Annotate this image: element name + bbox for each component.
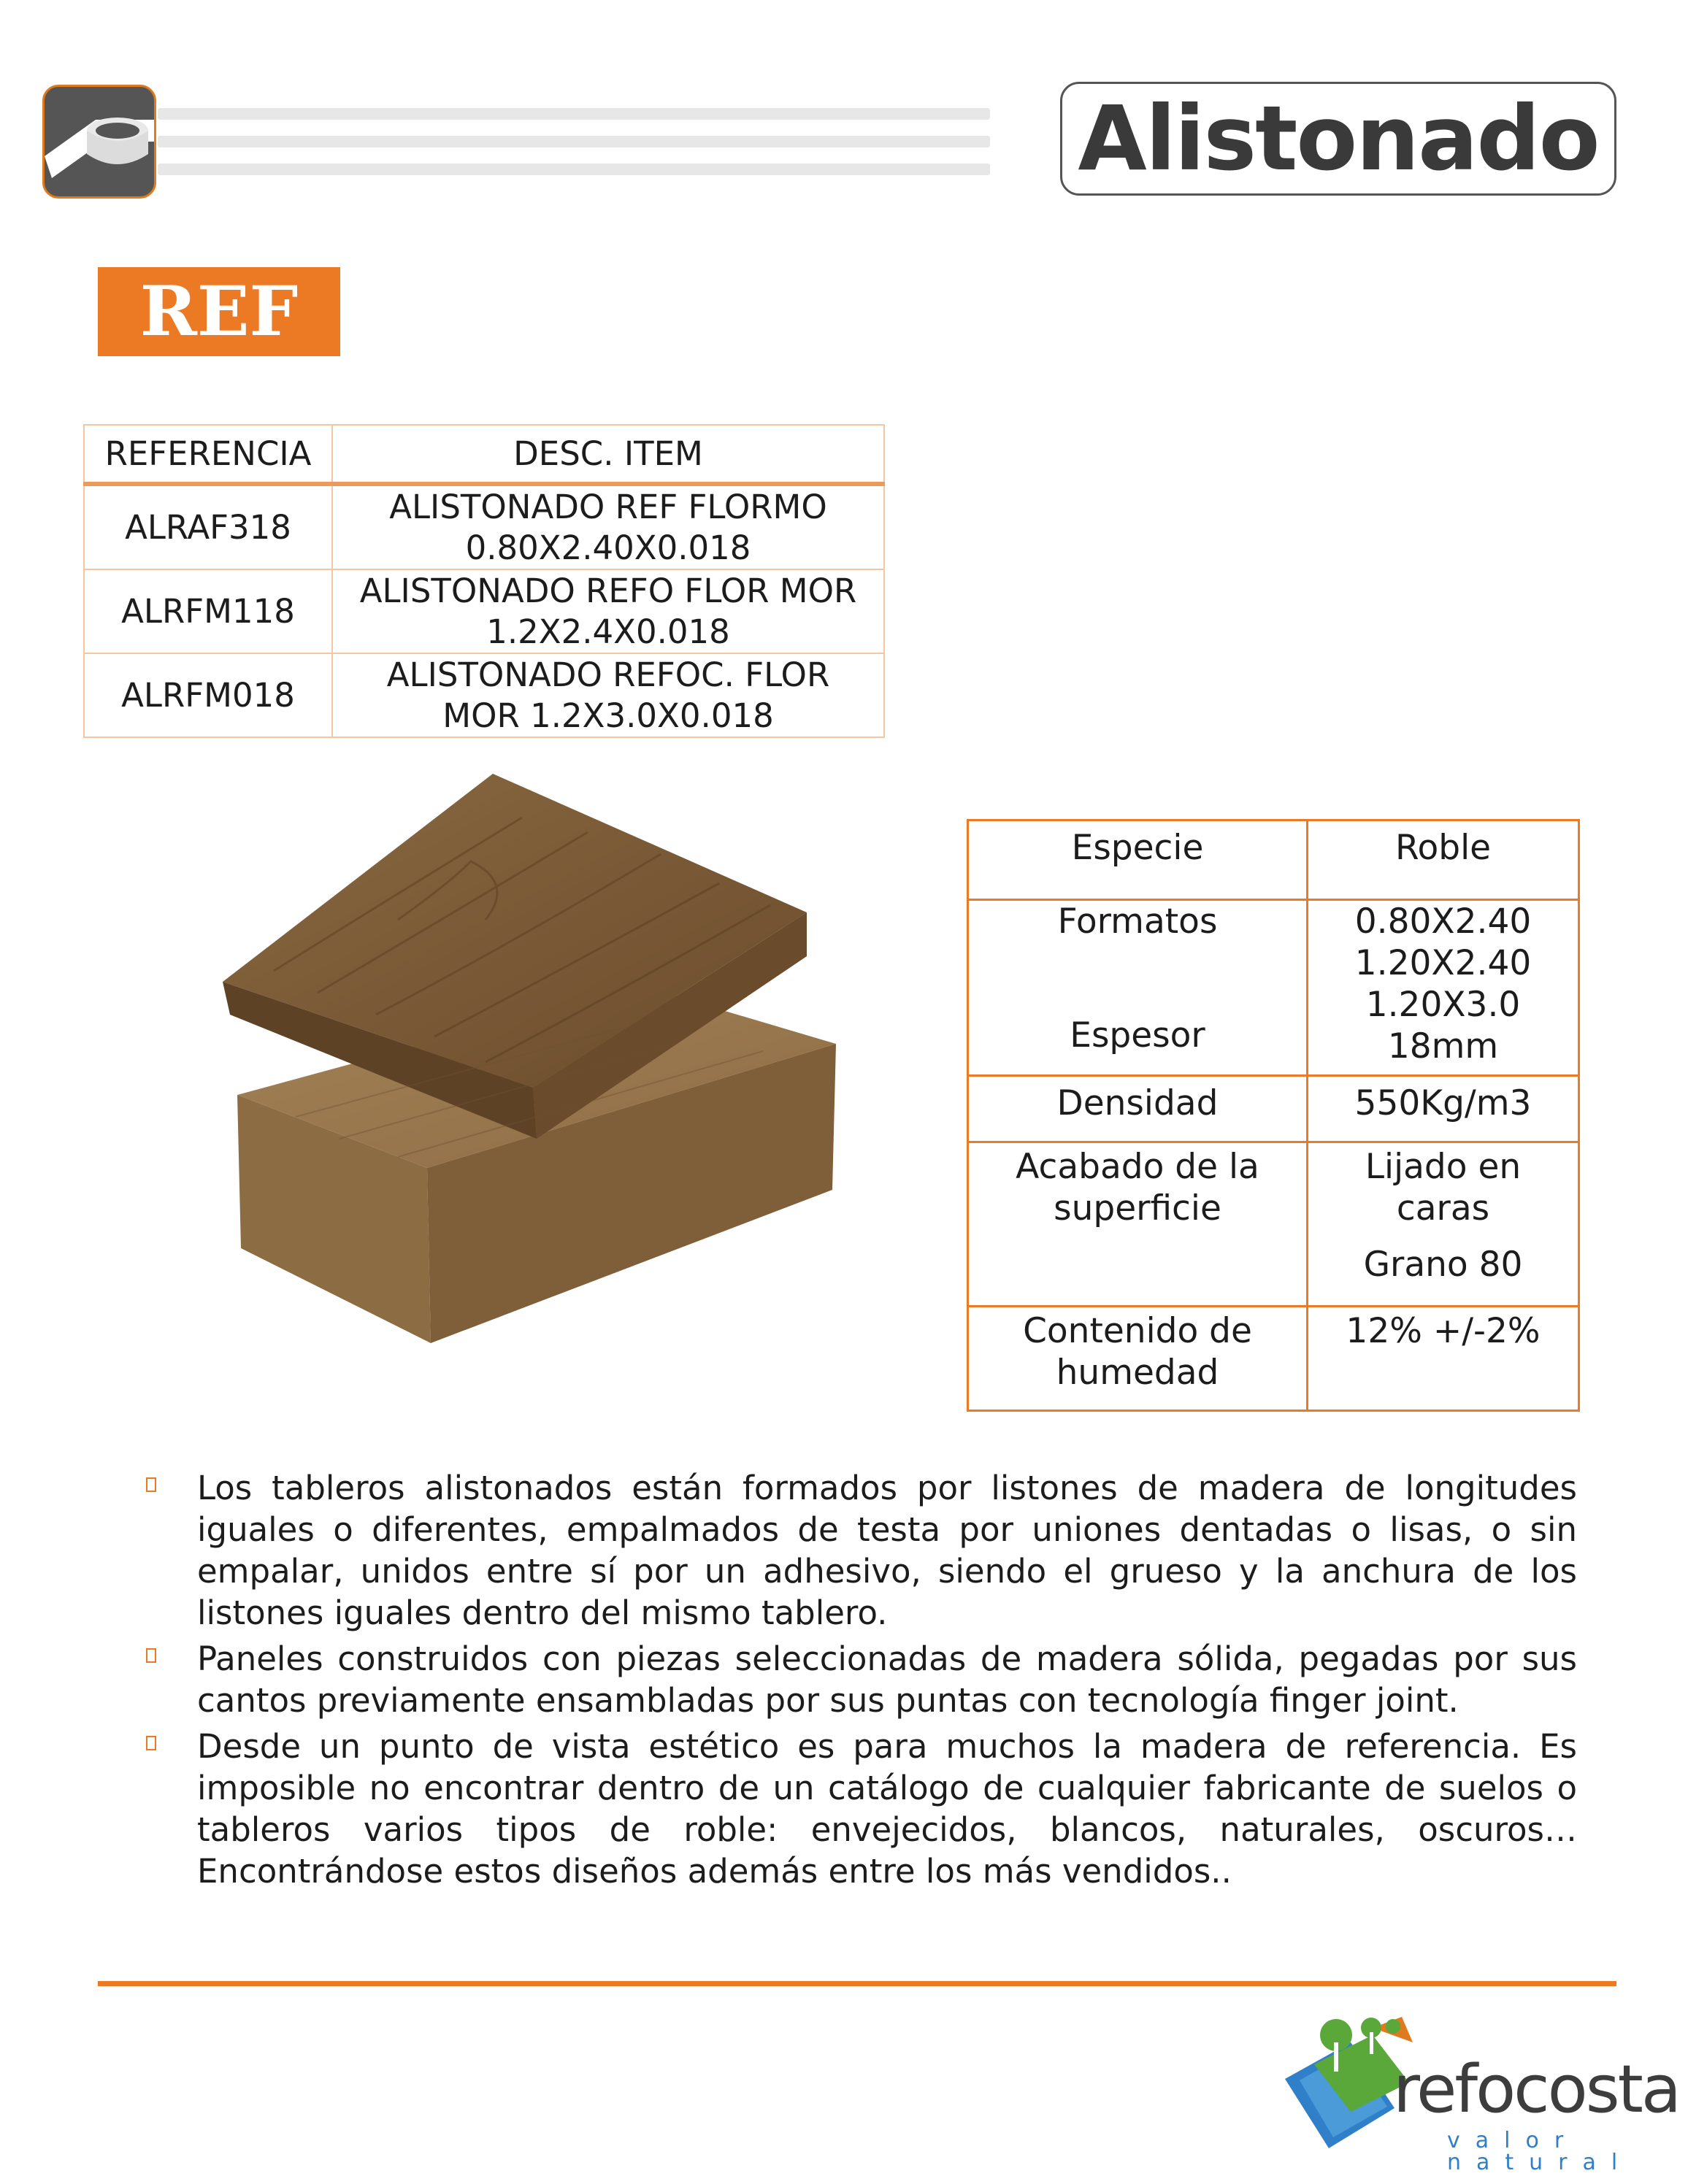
list-item-text: Paneles construidos con piezas seleccionadas de madera sólida, pegadas por sus cantos previamente ensambladas por sus puntas con tecnología finger joint. [197, 1639, 1577, 1720]
spec-value: Lijado en [1365, 1147, 1522, 1187]
list-item-text: Desde un punto de vista estético es para muchos la madera de referencia. Es imposible no encontrar dentro de un catálogo de cualquier fabricante de suelos o tableros varios tipos de roble: envejecidos, blancos, naturales, oscuros… Encontrándose estos diseños además entre los más vendidos.. [197, 1727, 1577, 1891]
ref-code: ALRFM118 [84, 569, 332, 653]
table-header-row [84, 425, 884, 484]
spec-label-cell [969, 1307, 1308, 1410]
ref-code: ALRAF318 [84, 484, 332, 569]
spec-row-formatos [969, 901, 1578, 1077]
description-line: 1.2X2.4X0.018 [486, 612, 730, 651]
header-stripe [158, 136, 990, 147]
spec-label: Especie [969, 821, 1308, 899]
bullet-marker-icon [146, 1638, 197, 1721]
spec-label-cell [969, 901, 1308, 1074]
header-desc-item: DESC. ITEM [332, 425, 884, 484]
edge-banding-roll-icon [42, 85, 156, 199]
table-row [84, 484, 884, 569]
description-line: ALISTONADO REF FLORMO [389, 487, 827, 526]
spec-row-densidad [969, 1077, 1578, 1143]
list-item [146, 1467, 1577, 1634]
footer-divider [98, 1981, 1616, 1986]
brand-tagline: valor natural [1447, 2128, 1633, 2175]
spec-value-cell [1308, 901, 1578, 1074]
spec-value: 550Kg/m3 [1354, 1083, 1532, 1123]
spec-label: Contenido de [1023, 1311, 1252, 1351]
spec-row-humedad [969, 1307, 1578, 1410]
brand-name: refocosta [1393, 2051, 1680, 2128]
wood-panel-image [208, 774, 851, 1350]
spec-label: Espesor [1070, 1015, 1205, 1056]
ref-badge [98, 267, 340, 356]
spec-label: superficie [1054, 1188, 1221, 1228]
spec-row-especie [969, 821, 1578, 901]
bullet-marker-icon [146, 1467, 197, 1634]
spec-value-cell [1308, 1143, 1578, 1305]
description-line: ALISTONADO REFO FLOR MOR [359, 571, 857, 610]
header-referencia: REFERENCIA [84, 425, 332, 484]
page-title [1060, 82, 1616, 196]
spec-value: Grano 80 [1363, 1245, 1523, 1285]
spec-value: caras [1396, 1188, 1490, 1228]
header-stripe [158, 164, 990, 175]
list-item [146, 1638, 1577, 1721]
item-description [332, 569, 884, 653]
header-stripe [158, 108, 990, 120]
description-list [146, 1467, 1577, 1896]
ref-badge-label: REF [139, 272, 299, 352]
spec-label: Densidad [969, 1077, 1308, 1141]
spec-value: Roble [1394, 828, 1492, 868]
spec-value: 1.20X2.40 [1354, 943, 1532, 983]
spec-label: humedad [1056, 1353, 1219, 1393]
description-line: MOR 1.2X3.0X0.018 [442, 696, 774, 735]
table-row [84, 569, 884, 653]
spec-row-acabado [969, 1143, 1578, 1307]
spec-value: 18mm [1387, 1026, 1499, 1066]
spec-label-cell [969, 1143, 1308, 1305]
item-description [332, 653, 884, 737]
list-item-text: Los tableros alistonados están formados por listones de madera de longitudes iguales o diferentes, empalmados de testa por uniones dentadas o lisas, o sin empalar, unidos entre sí por un adhesivo, siendo el grueso y la anchura de los listones iguales dentro del mismo tablero. [197, 1469, 1577, 1632]
description-line: ALISTONADO REFOC. FLOR [386, 655, 830, 694]
spec-label: Formatos [1057, 901, 1218, 942]
spec-value: 12% +/-2% [1346, 1311, 1541, 1351]
spec-value: 0.80X2.40 [1354, 901, 1532, 942]
spec-label: Acabado de la [1016, 1147, 1259, 1187]
description-line: 0.80X2.40X0.018 [465, 528, 751, 567]
item-description [332, 484, 884, 569]
table-row [84, 653, 884, 737]
specifications-table [967, 819, 1580, 1412]
page-title-text: Alistonado [1078, 87, 1599, 191]
ref-code: ALRFM018 [84, 653, 332, 737]
spec-value: 1.20X3.0 [1365, 985, 1521, 1025]
reference-table [83, 424, 885, 738]
bullet-marker-icon [146, 1726, 197, 1892]
list-item [146, 1726, 1577, 1892]
